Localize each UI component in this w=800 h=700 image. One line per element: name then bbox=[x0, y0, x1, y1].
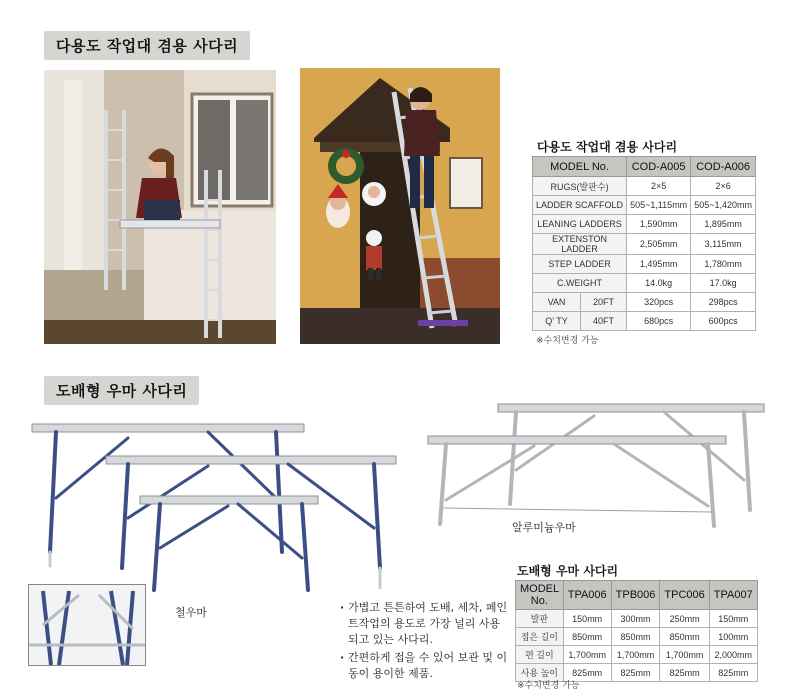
caption-steel-trestle: 철우마 bbox=[175, 606, 207, 619]
table-cell: 2×6 bbox=[691, 177, 756, 196]
row-label: RUGS(발판수) bbox=[533, 177, 627, 196]
table-header-row bbox=[516, 581, 758, 610]
table-row bbox=[533, 177, 756, 196]
table-cell: 850mm bbox=[563, 628, 611, 646]
column-header-cod-a005: COD-A005 bbox=[627, 157, 691, 177]
table-cell: 1,895mm bbox=[691, 215, 756, 234]
photo-extension-ladder bbox=[300, 68, 500, 344]
table-cell: 850mm bbox=[611, 628, 660, 646]
table-row bbox=[516, 646, 758, 664]
row-label-40ft: 40FT bbox=[580, 312, 626, 331]
table-cell: 250mm bbox=[660, 610, 709, 628]
row-label: LADDER SCAFFOLD bbox=[533, 196, 627, 215]
table-cell: 600pcs bbox=[691, 312, 756, 331]
row-label: 접은 길이 bbox=[516, 628, 564, 646]
row-label: LEANING LADDERS bbox=[533, 215, 627, 234]
table-row bbox=[533, 274, 756, 293]
photo-trestle-detail-drawing bbox=[29, 585, 146, 666]
table-cell: 150mm bbox=[709, 610, 757, 628]
table-cell: 1,700mm bbox=[611, 646, 660, 664]
table-cell: 2,505mm bbox=[627, 234, 691, 255]
section-title-trestle-ladder: 도배형 우마 사다리 bbox=[44, 376, 199, 405]
table-cell: 680pcs bbox=[627, 312, 691, 331]
table-row bbox=[533, 196, 756, 215]
feature-item: · 간편하게 접을 수 있어 보관 및 이동이 용이한 제품. bbox=[340, 650, 510, 682]
row-label: 사용 높이 bbox=[516, 664, 564, 682]
table-row bbox=[533, 312, 756, 331]
spec-table-trestle bbox=[515, 580, 758, 682]
table-cell: 1,495mm bbox=[627, 255, 691, 274]
table-cell: 3,115mm bbox=[691, 234, 756, 255]
table-header-row bbox=[533, 157, 756, 177]
table-cell: 14.0kg bbox=[627, 274, 691, 293]
table-cell: 825mm bbox=[611, 664, 660, 682]
table-cell: 17.0kg bbox=[691, 274, 756, 293]
feature-item: · 가볍고 튼튼하여 도배, 세차, 페인트작업의 용도로 가장 널리 사용되고 있는 사다리. bbox=[340, 600, 510, 648]
table-row bbox=[533, 215, 756, 234]
row-label: 발판 bbox=[516, 610, 564, 628]
table-cell: 1,700mm bbox=[563, 646, 611, 664]
row-label-van: VAN bbox=[533, 293, 581, 312]
column-header-model: MODEL No. bbox=[533, 157, 627, 177]
table-cell: 505~1,420mm bbox=[691, 196, 756, 215]
table-cell: 320pcs bbox=[627, 293, 691, 312]
aluminum-trestle-illustration bbox=[424, 400, 770, 530]
note-value-change: ※수치변경 가능 bbox=[536, 336, 599, 346]
table-cell: 298pcs bbox=[691, 293, 756, 312]
column-header-model: MODEL No. bbox=[516, 581, 564, 610]
column-header-cod-a006: COD-A006 bbox=[691, 157, 756, 177]
row-label: STEP LADDER bbox=[533, 255, 627, 274]
photo-ladder-scaffold bbox=[44, 70, 276, 344]
photo-ladder-scaffold-drawing bbox=[44, 70, 276, 344]
table-cell: 1,700mm bbox=[660, 646, 709, 664]
table-row bbox=[516, 610, 758, 628]
table-cell: 2,000mm bbox=[709, 646, 757, 664]
row-label: C.WEIGHT bbox=[533, 274, 627, 293]
row-label-qty: Q' TY bbox=[533, 312, 581, 331]
column-header-tpb006: TPB006 bbox=[611, 581, 660, 610]
note-value-change: ※수치변경 가능 bbox=[517, 681, 580, 691]
spec-title-trestle: 도배형 우마 사다리 bbox=[517, 564, 619, 578]
column-header-tpc006: TPC006 bbox=[660, 581, 709, 610]
column-header-tpa007: TPA007 bbox=[709, 581, 757, 610]
table-cell: 150mm bbox=[563, 610, 611, 628]
table-cell: 850mm bbox=[660, 628, 709, 646]
table-row bbox=[516, 628, 758, 646]
table-cell: 100mm bbox=[709, 628, 757, 646]
table-cell: 825mm bbox=[709, 664, 757, 682]
spec-title-multipurpose: 다용도 작업대 겸용 사다리 bbox=[537, 140, 678, 154]
table-cell: 300mm bbox=[611, 610, 660, 628]
table-cell: 825mm bbox=[660, 664, 709, 682]
photo-trestle-detail bbox=[28, 584, 146, 666]
steel-trestle-illustration bbox=[28, 418, 408, 598]
table-cell: 1,780mm bbox=[691, 255, 756, 274]
table-cell: 505~1,115mm bbox=[627, 196, 691, 215]
spec-table-multipurpose bbox=[532, 156, 756, 331]
row-label-20ft: 20FT bbox=[580, 293, 626, 312]
table-row bbox=[533, 293, 756, 312]
caption-aluminum-trestle: 알루미늄우마 bbox=[512, 521, 576, 534]
feature-list bbox=[340, 600, 510, 684]
table-cell: 2×5 bbox=[627, 177, 691, 196]
table-cell: 825mm bbox=[563, 664, 611, 682]
table-row bbox=[533, 234, 756, 255]
photo-extension-ladder-drawing bbox=[300, 68, 500, 344]
column-header-tpa006: TPA006 bbox=[563, 581, 611, 610]
section-title-multipurpose-ladder: 다용도 작업대 겸용 사다리 bbox=[44, 31, 250, 60]
row-label: 편 길이 bbox=[516, 646, 564, 664]
table-row bbox=[533, 255, 756, 274]
table-cell: 1,590mm bbox=[627, 215, 691, 234]
row-label: EXTENSTON LADDER bbox=[533, 234, 627, 255]
